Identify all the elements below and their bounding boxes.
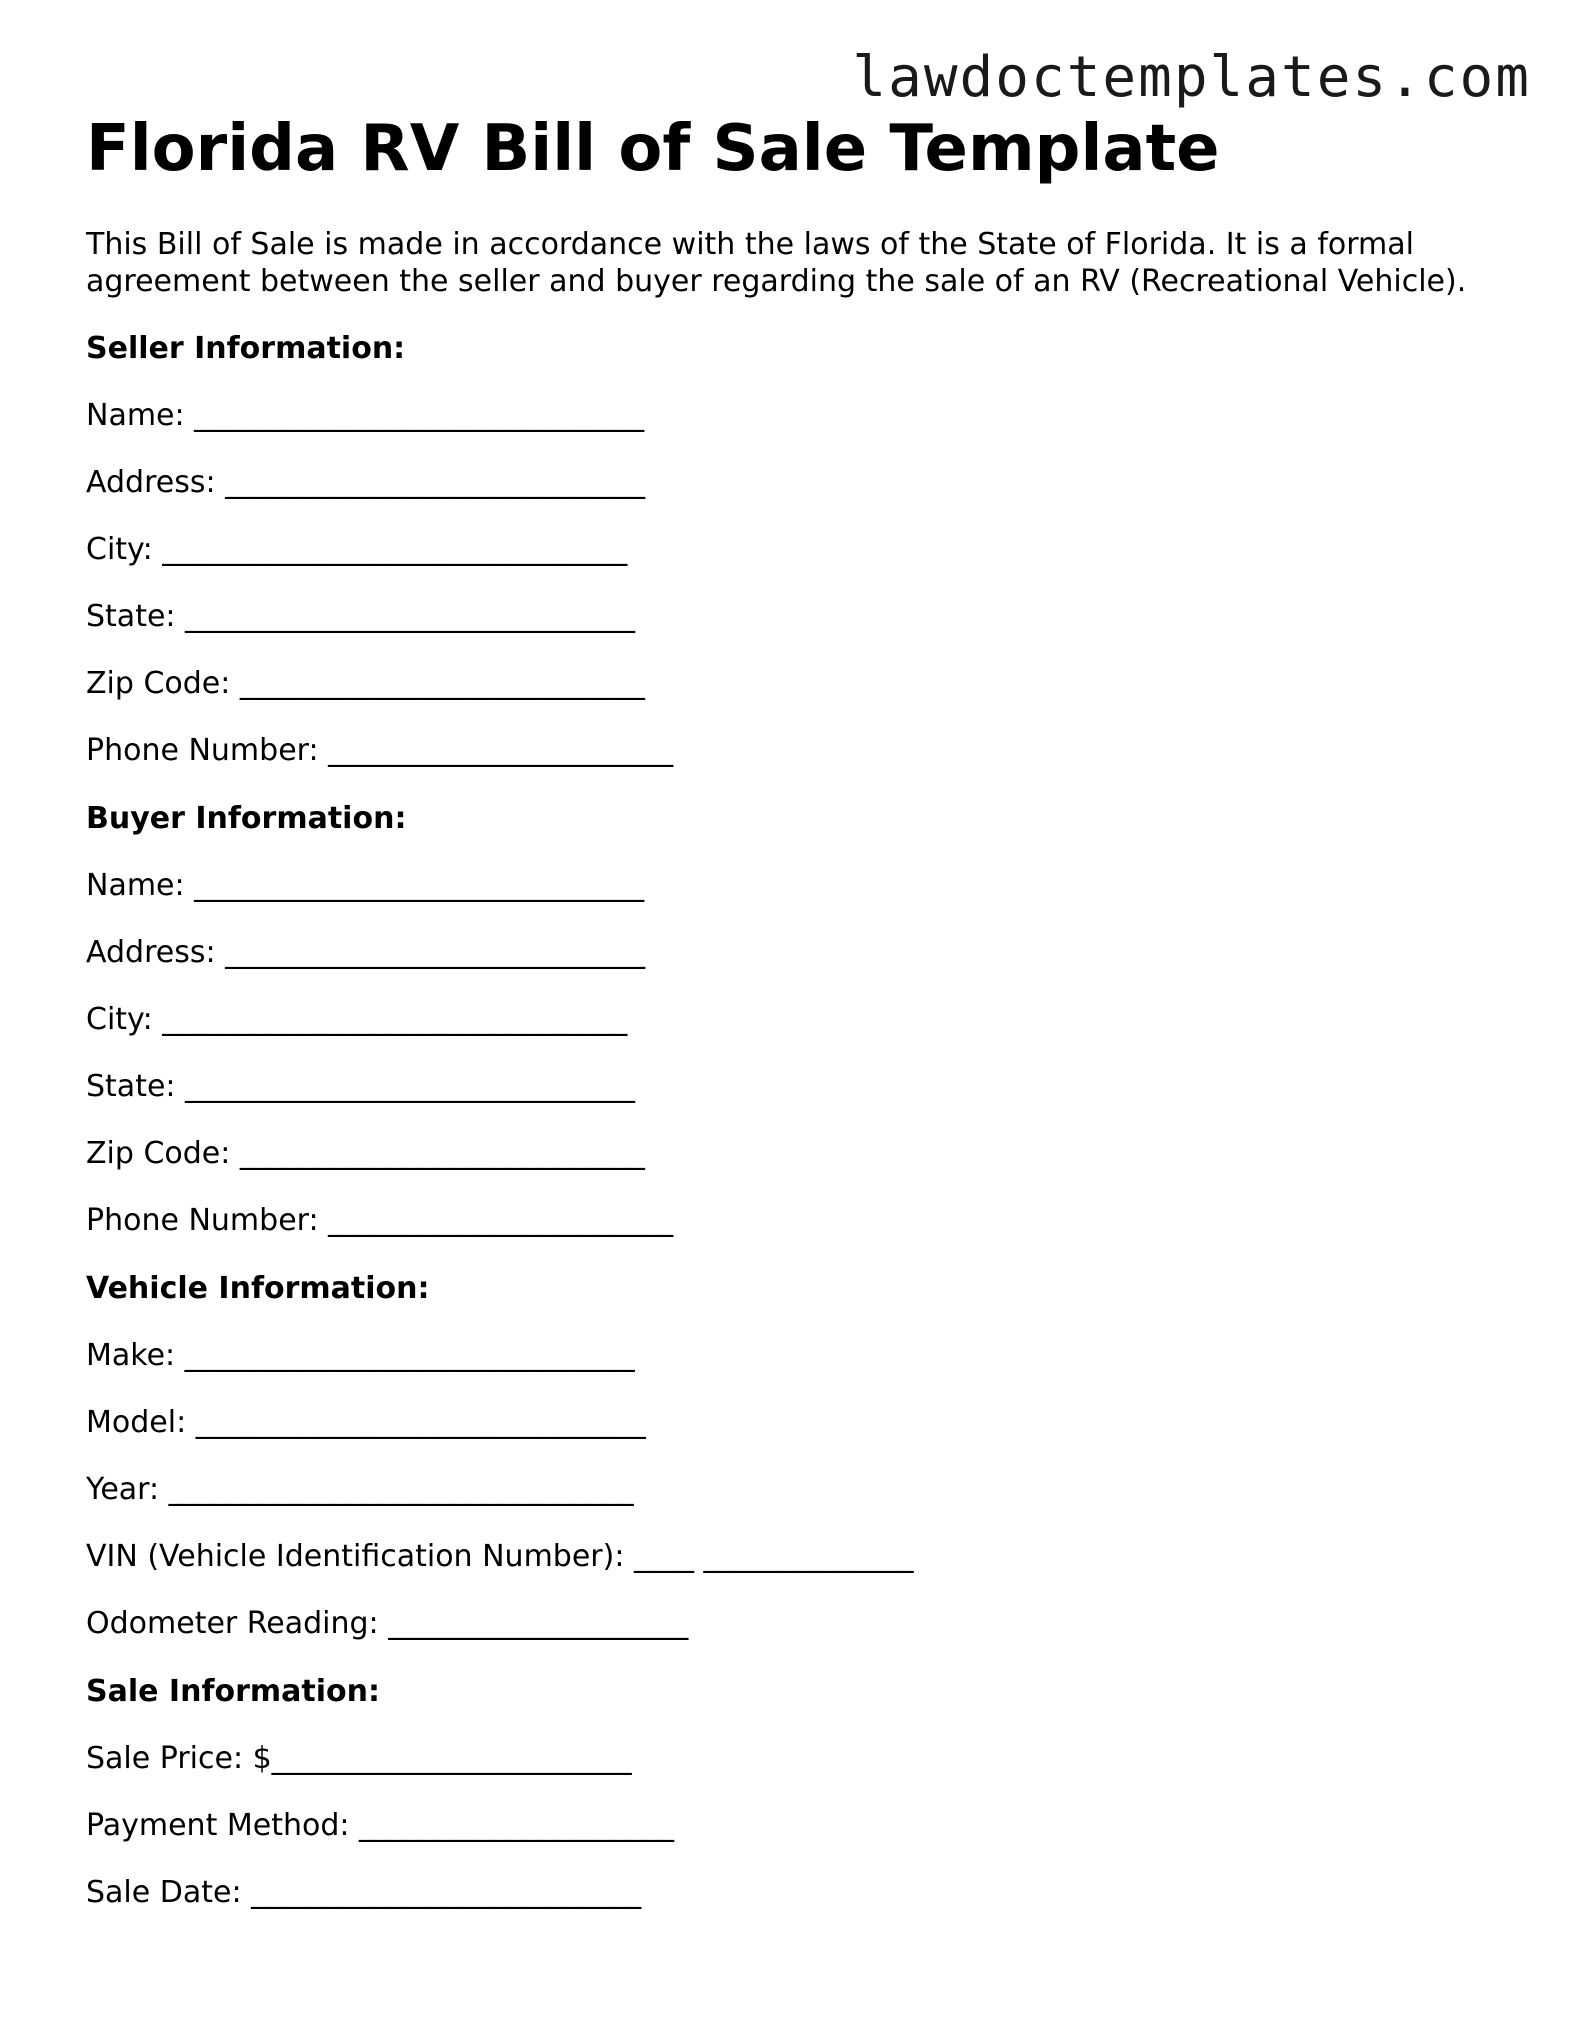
sale-date-field[interactable]: Sale Date: __________________________ xyxy=(86,1875,642,1910)
buyer-city-field[interactable]: City: _______________________________ xyxy=(86,1002,628,1037)
buyer-phone-field[interactable]: Phone Number: _______________________ xyxy=(86,1203,674,1238)
seller-phone-field[interactable]: Phone Number: _______________________ xyxy=(86,733,674,768)
vehicle-odometer-field[interactable]: Odometer Reading: ____________________ xyxy=(86,1606,689,1641)
seller-zip-field[interactable]: Zip Code: ___________________________ xyxy=(86,666,645,701)
vehicle-heading: Vehicle Information: xyxy=(86,1271,430,1306)
document-page xyxy=(86,110,1506,1912)
vehicle-vin-field[interactable]: VIN (Vehicle Identification Number): ____ ______________ xyxy=(86,1539,914,1574)
intro-paragraph: This Bill of Sale is made in accordance with the laws of the State of Florida. It is a formal agreement between the seller and buyer regarding the sale of an RV (Recreational Vehicle). xyxy=(86,227,1467,299)
vehicle-year-field[interactable]: Year: _______________________________ xyxy=(86,1472,634,1507)
buyer-state-field[interactable]: State: ______________________________ xyxy=(86,1069,636,1104)
seller-city-field[interactable]: City: _______________________________ xyxy=(86,532,628,567)
buyer-section xyxy=(86,800,1506,1240)
sale-heading: Sale Information: xyxy=(86,1674,380,1709)
sale-section xyxy=(86,1673,1506,1912)
vehicle-make-field[interactable]: Make: ______________________________ xyxy=(86,1338,635,1373)
seller-section xyxy=(86,330,1506,770)
seller-name-field[interactable]: Name: ______________________________ xyxy=(86,398,645,433)
seller-heading: Seller Information: xyxy=(86,331,406,366)
vehicle-section xyxy=(86,1270,1506,1643)
site-watermark: lawdoctemplates.com xyxy=(852,45,1531,110)
seller-state-field[interactable]: State: ______________________________ xyxy=(86,599,636,634)
payment-method-field[interactable]: Payment Method: _____________________ xyxy=(86,1808,675,1843)
buyer-address-field[interactable]: Address: ____________________________ xyxy=(86,935,646,970)
buyer-name-field[interactable]: Name: ______________________________ xyxy=(86,868,645,903)
seller-address-field[interactable]: Address: ____________________________ xyxy=(86,465,646,500)
vehicle-model-field[interactable]: Model: ______________________________ xyxy=(86,1405,646,1440)
buyer-heading: Buyer Information: xyxy=(86,801,407,836)
page-title: Florida RV Bill of Sale Template xyxy=(86,112,1220,186)
sale-price-field[interactable]: Sale Price: $________________________ xyxy=(86,1741,632,1776)
buyer-zip-field[interactable]: Zip Code: ___________________________ xyxy=(86,1136,645,1171)
